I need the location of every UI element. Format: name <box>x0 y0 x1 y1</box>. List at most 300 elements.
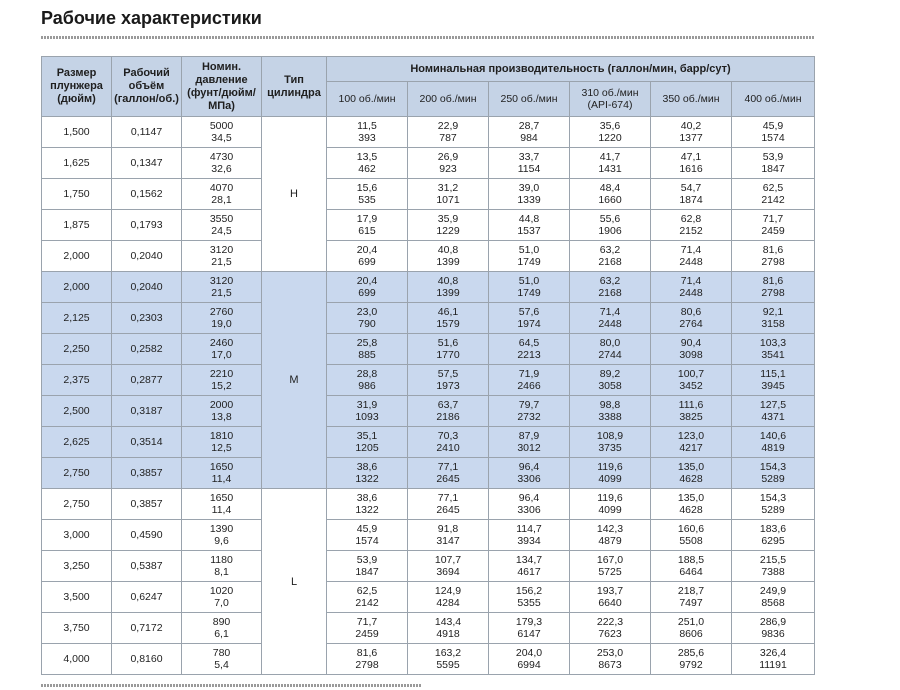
page-title: Рабочие характеристики <box>41 8 262 28</box>
capacity-gpm: 25,8 <box>356 337 378 349</box>
capacity-cell <box>327 520 408 551</box>
capacity-cell <box>732 303 815 334</box>
capacity-bpd: 7497 <box>679 597 703 609</box>
capacity-cell <box>327 117 408 148</box>
capacity-cell <box>732 396 815 427</box>
capacity-gpm: 163,2 <box>434 647 462 659</box>
capacity-gpm: 44,8 <box>518 213 540 225</box>
capacity-cell <box>651 644 732 675</box>
capacity-gpm: 46,1 <box>437 306 459 318</box>
capacity-bpd: 699 <box>358 256 376 268</box>
capacity-bpd: 5355 <box>517 597 541 609</box>
capacity-gpm: 71,4 <box>680 244 702 256</box>
capacity-gpm: 80,0 <box>599 337 621 349</box>
pressure-cell <box>182 303 262 334</box>
capacity-cell <box>570 613 651 644</box>
capacity-cell <box>651 520 732 551</box>
cylinder-type-cell: M <box>262 272 327 489</box>
pressure-mpa: 19,0 <box>211 318 232 330</box>
capacity-gpm: 13,5 <box>356 151 378 163</box>
capacity-gpm: 71,9 <box>518 368 540 380</box>
capacity-bpd: 2798 <box>355 659 379 671</box>
capacity-bpd: 5595 <box>436 659 460 671</box>
pressure-mpa: 28,1 <box>211 194 232 206</box>
capacity-bpd: 1322 <box>355 504 379 516</box>
capacity-bpd: 1749 <box>517 287 541 299</box>
capacity-cell <box>327 613 408 644</box>
capacity-bpd: 2764 <box>679 318 703 330</box>
capacity-gpm: 31,9 <box>356 399 378 411</box>
pressure-mpa: 13,8 <box>211 411 232 423</box>
pressure-psi: 1390 <box>209 523 234 535</box>
capacity-bpd: 8606 <box>679 628 703 640</box>
capacity-bpd: 6295 <box>761 535 785 547</box>
displacement-cell: 0,7172 <box>112 613 182 644</box>
capacity-cell <box>651 272 732 303</box>
capacity-bpd: 6640 <box>598 597 622 609</box>
capacity-gpm: 40,8 <box>437 275 459 287</box>
capacity-gpm: 134,7 <box>515 554 543 566</box>
table-body <box>42 117 815 675</box>
capacity-cell <box>489 458 570 489</box>
capacity-gpm: 204,0 <box>515 647 543 659</box>
capacity-bpd: 1205 <box>355 442 379 454</box>
capacity-cell <box>327 179 408 210</box>
capacity-cell <box>408 303 489 334</box>
capacity-cell <box>651 241 732 272</box>
pressure-cell <box>182 520 262 551</box>
pressure-psi: 2210 <box>209 368 234 380</box>
plunger-size-cell: 2,750 <box>42 489 112 520</box>
capacity-cell <box>489 551 570 582</box>
capacity-bpd: 1154 <box>517 163 541 175</box>
capacity-cell <box>732 179 815 210</box>
capacity-gpm: 53,9 <box>762 151 784 163</box>
capacity-gpm: 326,4 <box>759 647 787 659</box>
capacity-cell <box>732 241 815 272</box>
capacity-bpd: 984 <box>520 132 538 144</box>
capacity-gpm: 143,4 <box>434 616 462 628</box>
capacity-cell <box>651 582 732 613</box>
capacity-cell <box>489 520 570 551</box>
capacity-cell <box>732 582 815 613</box>
capacity-bpd: 3058 <box>598 380 622 392</box>
capacity-cell <box>732 365 815 396</box>
capacity-gpm: 40,8 <box>437 244 459 256</box>
capacity-gpm: 51,0 <box>518 275 540 287</box>
capacity-gpm: 26,9 <box>437 151 459 163</box>
capacity-gpm: 154,3 <box>759 461 787 473</box>
header-speed: 400 об./мин <box>732 82 815 117</box>
capacity-bpd: 2142 <box>761 194 785 206</box>
capacity-gpm: 188,5 <box>677 554 705 566</box>
capacity-gpm: 249,9 <box>759 585 787 597</box>
capacity-bpd: 4284 <box>436 597 460 609</box>
header-speed: 200 об./мин <box>408 82 489 117</box>
capacity-gpm: 77,1 <box>437 492 459 504</box>
pressure-psi: 890 <box>212 616 231 628</box>
displacement-cell: 0,3514 <box>112 427 182 458</box>
table-row <box>42 148 815 179</box>
displacement-cell: 0,4590 <box>112 520 182 551</box>
capacity-bpd: 1906 <box>598 225 622 237</box>
capacity-bpd: 3158 <box>761 318 785 330</box>
capacity-bpd: 885 <box>358 349 376 361</box>
capacity-cell <box>570 489 651 520</box>
plunger-size-cell: 2,625 <box>42 427 112 458</box>
capacity-bpd: 4099 <box>598 473 622 485</box>
capacity-gpm: 156,2 <box>515 585 543 597</box>
capacity-bpd: 1660 <box>598 194 622 206</box>
capacity-gpm: 45,9 <box>762 120 784 132</box>
capacity-bpd: 3934 <box>517 535 541 547</box>
capacity-cell <box>570 117 651 148</box>
capacity-gpm: 20,4 <box>356 275 378 287</box>
plunger-size-cell: 4,000 <box>42 644 112 675</box>
capacity-bpd: 3098 <box>679 349 703 361</box>
capacity-bpd: 4879 <box>598 535 622 547</box>
pressure-cell <box>182 458 262 489</box>
capacity-bpd: 393 <box>358 132 376 144</box>
capacity-cell <box>408 613 489 644</box>
capacity-gpm: 80,6 <box>680 306 702 318</box>
capacity-bpd: 2448 <box>679 287 703 299</box>
capacity-gpm: 38,6 <box>356 492 378 504</box>
capacity-gpm: 48,4 <box>599 182 621 194</box>
capacity-bpd: 1574 <box>355 535 379 547</box>
pressure-cell <box>182 489 262 520</box>
capacity-bpd: 8673 <box>598 659 622 671</box>
capacity-cell <box>408 210 489 241</box>
capacity-gpm: 183,6 <box>759 523 787 535</box>
capacity-bpd: 1093 <box>355 411 379 423</box>
capacity-bpd: 1847 <box>355 566 379 578</box>
pressure-psi: 1020 <box>209 585 234 597</box>
plunger-size-cell: 3,750 <box>42 613 112 644</box>
pressure-psi: 2760 <box>209 306 234 318</box>
plunger-size-cell: 2,250 <box>42 334 112 365</box>
pressure-mpa: 32,6 <box>211 163 232 175</box>
capacity-gpm: 154,3 <box>759 492 787 504</box>
capacity-cell <box>327 396 408 427</box>
capacity-bpd: 1399 <box>436 287 460 299</box>
pressure-cell <box>182 241 262 272</box>
capacity-cell <box>489 241 570 272</box>
capacity-gpm: 123,0 <box>677 430 705 442</box>
capacity-bpd: 3825 <box>679 411 703 423</box>
capacity-cell <box>408 427 489 458</box>
capacity-cell <box>489 179 570 210</box>
capacity-gpm: 39,0 <box>518 182 540 194</box>
displacement-cell: 0,2877 <box>112 365 182 396</box>
pressure-cell <box>182 613 262 644</box>
capacity-bpd: 3735 <box>598 442 622 454</box>
capacity-bpd: 1574 <box>761 132 785 144</box>
capacity-gpm: 71,7 <box>762 213 784 225</box>
capacity-bpd: 1973 <box>436 380 460 392</box>
capacity-gpm: 115,1 <box>760 368 786 380</box>
capacity-gpm: 77,1 <box>437 461 459 473</box>
capacity-cell <box>651 365 732 396</box>
capacity-cell <box>327 551 408 582</box>
capacity-gpm: 22,9 <box>437 120 459 132</box>
plunger-size-cell: 3,250 <box>42 551 112 582</box>
capacity-cell <box>489 117 570 148</box>
capacity-cell <box>651 303 732 334</box>
header-speed: 310 об./мин (API-674) <box>570 82 651 117</box>
capacity-cell <box>489 396 570 427</box>
capacity-cell <box>732 272 815 303</box>
pressure-psi: 1810 <box>209 430 234 442</box>
capacity-cell <box>732 520 815 551</box>
capacity-bpd: 4628 <box>679 504 703 516</box>
capacity-gpm: 135,0 <box>677 492 705 504</box>
capacity-cell <box>327 303 408 334</box>
pressure-psi: 3120 <box>209 275 234 287</box>
capacity-bpd: 2798 <box>761 256 785 268</box>
capacity-cell <box>408 117 489 148</box>
capacity-cell <box>327 272 408 303</box>
capacity-bpd: 3012 <box>517 442 541 454</box>
capacity-cell <box>732 489 815 520</box>
capacity-cell <box>570 427 651 458</box>
plunger-size-cell: 1,500 <box>42 117 112 148</box>
pressure-mpa: 12,5 <box>211 442 232 454</box>
capacity-gpm: 114,7 <box>516 523 542 535</box>
capacity-gpm: 103,3 <box>759 337 787 349</box>
capacity-cell <box>570 365 651 396</box>
capacity-bpd: 8568 <box>761 597 785 609</box>
cylinder-type-cell: L <box>262 489 327 675</box>
capacity-gpm: 81,6 <box>356 647 378 659</box>
capacity-bpd: 2448 <box>598 318 622 330</box>
pressure-cell <box>182 427 262 458</box>
capacity-bpd: 2744 <box>598 349 622 361</box>
header-rated-capacity: Номинальная производительность (галлон/мин, барр/сут) <box>327 57 815 82</box>
capacity-gpm: 286,9 <box>759 616 787 628</box>
capacity-gpm: 100,7 <box>677 368 705 380</box>
pressure-mpa: 5,4 <box>214 659 229 671</box>
pressure-psi: 2460 <box>209 337 234 349</box>
capacity-bpd: 3306 <box>517 504 541 516</box>
header-displacement: Рабочий объём (галлон/об.) <box>112 57 182 117</box>
displacement-cell: 0,2582 <box>112 334 182 365</box>
capacity-bpd: 1974 <box>517 318 541 330</box>
capacity-gpm: 193,7 <box>596 585 624 597</box>
capacity-gpm: 57,6 <box>518 306 540 318</box>
plunger-size-cell: 2,375 <box>42 365 112 396</box>
capacity-cell <box>408 272 489 303</box>
capacity-bpd: 1847 <box>761 163 785 175</box>
capacity-cell <box>489 427 570 458</box>
pressure-psi: 2000 <box>209 399 234 411</box>
capacity-cell <box>732 644 815 675</box>
capacity-cell <box>408 520 489 551</box>
capacity-gpm: 62,8 <box>680 213 702 225</box>
capacity-bpd: 2168 <box>598 256 622 268</box>
capacity-cell <box>327 644 408 675</box>
capacity-gpm: 160,6 <box>677 523 705 535</box>
capacity-cell <box>570 396 651 427</box>
pressure-cell <box>182 210 262 241</box>
capacity-bpd: 1071 <box>436 194 460 206</box>
capacity-gpm: 35,1 <box>356 430 378 442</box>
capacity-gpm: 167,0 <box>596 554 624 566</box>
capacity-gpm: 215,5 <box>759 554 787 566</box>
cylinder-type-cell: H <box>262 117 327 272</box>
pressure-mpa: 7,0 <box>214 597 229 609</box>
capacity-gpm: 11,5 <box>357 120 377 132</box>
capacity-bpd: 7388 <box>761 566 785 578</box>
capacity-cell <box>327 489 408 520</box>
capacity-bpd: 4628 <box>679 473 703 485</box>
capacity-gpm: 20,4 <box>356 244 378 256</box>
plunger-size-cell: 2,125 <box>42 303 112 334</box>
capacity-gpm: 55,6 <box>599 213 621 225</box>
capacity-cell <box>570 582 651 613</box>
capacity-cell <box>651 179 732 210</box>
performance-table <box>41 56 815 675</box>
capacity-bpd: 1537 <box>517 225 541 237</box>
capacity-gpm: 222,3 <box>596 616 624 628</box>
capacity-bpd: 986 <box>358 380 376 392</box>
capacity-cell <box>327 582 408 613</box>
capacity-bpd: 3388 <box>598 411 622 423</box>
table-row <box>42 210 815 241</box>
capacity-gpm: 135,0 <box>677 461 705 473</box>
table-row <box>42 179 815 210</box>
capacity-bpd: 1616 <box>679 163 703 175</box>
capacity-gpm: 111,6 <box>678 399 704 411</box>
capacity-bpd: 5289 <box>761 504 785 516</box>
pressure-mpa: 17,0 <box>211 349 232 361</box>
header-rated-pressure: Номин. давление (фунт/дюйм/ МПа) <box>182 57 262 117</box>
capacity-gpm: 51,6 <box>437 337 459 349</box>
capacity-gpm: 98,8 <box>599 399 621 411</box>
capacity-bpd: 1322 <box>355 473 379 485</box>
capacity-cell <box>651 427 732 458</box>
capacity-cell <box>570 210 651 241</box>
capacity-bpd: 2645 <box>436 504 460 516</box>
pressure-mpa: 9,6 <box>214 535 229 547</box>
capacity-gpm: 107,7 <box>434 554 462 566</box>
table-row <box>42 427 815 458</box>
table-row <box>42 365 815 396</box>
capacity-bpd: 4099 <box>598 504 622 516</box>
capacity-bpd: 1377 <box>679 132 703 144</box>
capacity-cell <box>327 458 408 489</box>
displacement-cell: 0,5387 <box>112 551 182 582</box>
capacity-bpd: 2459 <box>355 628 379 640</box>
capacity-gpm: 179,3 <box>515 616 543 628</box>
capacity-gpm: 81,6 <box>762 275 784 287</box>
capacity-gpm: 28,8 <box>356 368 378 380</box>
capacity-cell <box>327 365 408 396</box>
plunger-size-cell: 2,500 <box>42 396 112 427</box>
capacity-bpd: 3541 <box>761 349 785 361</box>
pressure-cell <box>182 117 262 148</box>
capacity-gpm: 23,0 <box>356 306 378 318</box>
capacity-cell <box>408 458 489 489</box>
capacity-bpd: 5289 <box>761 473 785 485</box>
capacity-cell <box>408 489 489 520</box>
pressure-psi: 780 <box>212 647 231 659</box>
capacity-gpm: 33,7 <box>518 151 540 163</box>
pressure-psi: 4070 <box>209 182 234 194</box>
capacity-gpm: 63,7 <box>437 399 459 411</box>
capacity-bpd: 2410 <box>436 442 460 454</box>
capacity-cell <box>489 582 570 613</box>
capacity-cell <box>651 458 732 489</box>
capacity-bpd: 1220 <box>598 132 622 144</box>
capacity-bpd: 2459 <box>761 225 785 237</box>
table-row <box>42 644 815 675</box>
capacity-gpm: 285,6 <box>677 647 705 659</box>
capacity-bpd: 2466 <box>517 380 541 392</box>
table-row <box>42 272 815 303</box>
capacity-cell <box>489 489 570 520</box>
pressure-cell <box>182 148 262 179</box>
table-row <box>42 520 815 551</box>
capacity-gpm: 79,7 <box>518 399 540 411</box>
table-row <box>42 489 815 520</box>
capacity-cell <box>570 334 651 365</box>
capacity-bpd: 1229 <box>436 225 460 237</box>
displacement-cell: 0,1347 <box>112 148 182 179</box>
capacity-cell <box>489 644 570 675</box>
capacity-bpd: 1579 <box>436 318 460 330</box>
pressure-cell <box>182 644 262 675</box>
capacity-bpd: 4617 <box>517 566 541 578</box>
capacity-gpm: 35,9 <box>437 213 459 225</box>
pressure-mpa: 11,4 <box>211 473 232 485</box>
pressure-psi: 4730 <box>209 151 234 163</box>
capacity-bpd: 2186 <box>436 411 460 423</box>
capacity-cell <box>570 551 651 582</box>
table-row <box>42 613 815 644</box>
capacity-bpd: 3694 <box>436 566 460 578</box>
capacity-cell <box>651 334 732 365</box>
capacity-cell <box>327 427 408 458</box>
capacity-bpd: 923 <box>439 163 457 175</box>
capacity-gpm: 253,0 <box>596 647 624 659</box>
plunger-size-cell: 1,750 <box>42 179 112 210</box>
capacity-cell <box>732 551 815 582</box>
capacity-bpd: 9836 <box>761 628 785 640</box>
capacity-cell <box>651 613 732 644</box>
capacity-bpd: 2732 <box>517 411 541 423</box>
capacity-cell <box>570 272 651 303</box>
table-row <box>42 334 815 365</box>
pressure-mpa: 21,5 <box>211 287 232 299</box>
capacity-bpd: 462 <box>358 163 376 175</box>
capacity-gpm: 45,9 <box>356 523 378 535</box>
pressure-mpa: 24,5 <box>211 225 232 237</box>
capacity-cell <box>651 396 732 427</box>
table-row <box>42 582 815 613</box>
capacity-cell <box>732 117 815 148</box>
capacity-gpm: 31,2 <box>437 182 459 194</box>
capacity-gpm: 54,7 <box>680 182 702 194</box>
capacity-bpd: 535 <box>358 194 376 206</box>
title-divider <box>41 36 814 39</box>
table-row <box>42 117 815 148</box>
capacity-cell <box>651 210 732 241</box>
capacity-cell <box>489 148 570 179</box>
capacity-cell <box>489 303 570 334</box>
table-row <box>42 303 815 334</box>
capacity-cell <box>732 210 815 241</box>
